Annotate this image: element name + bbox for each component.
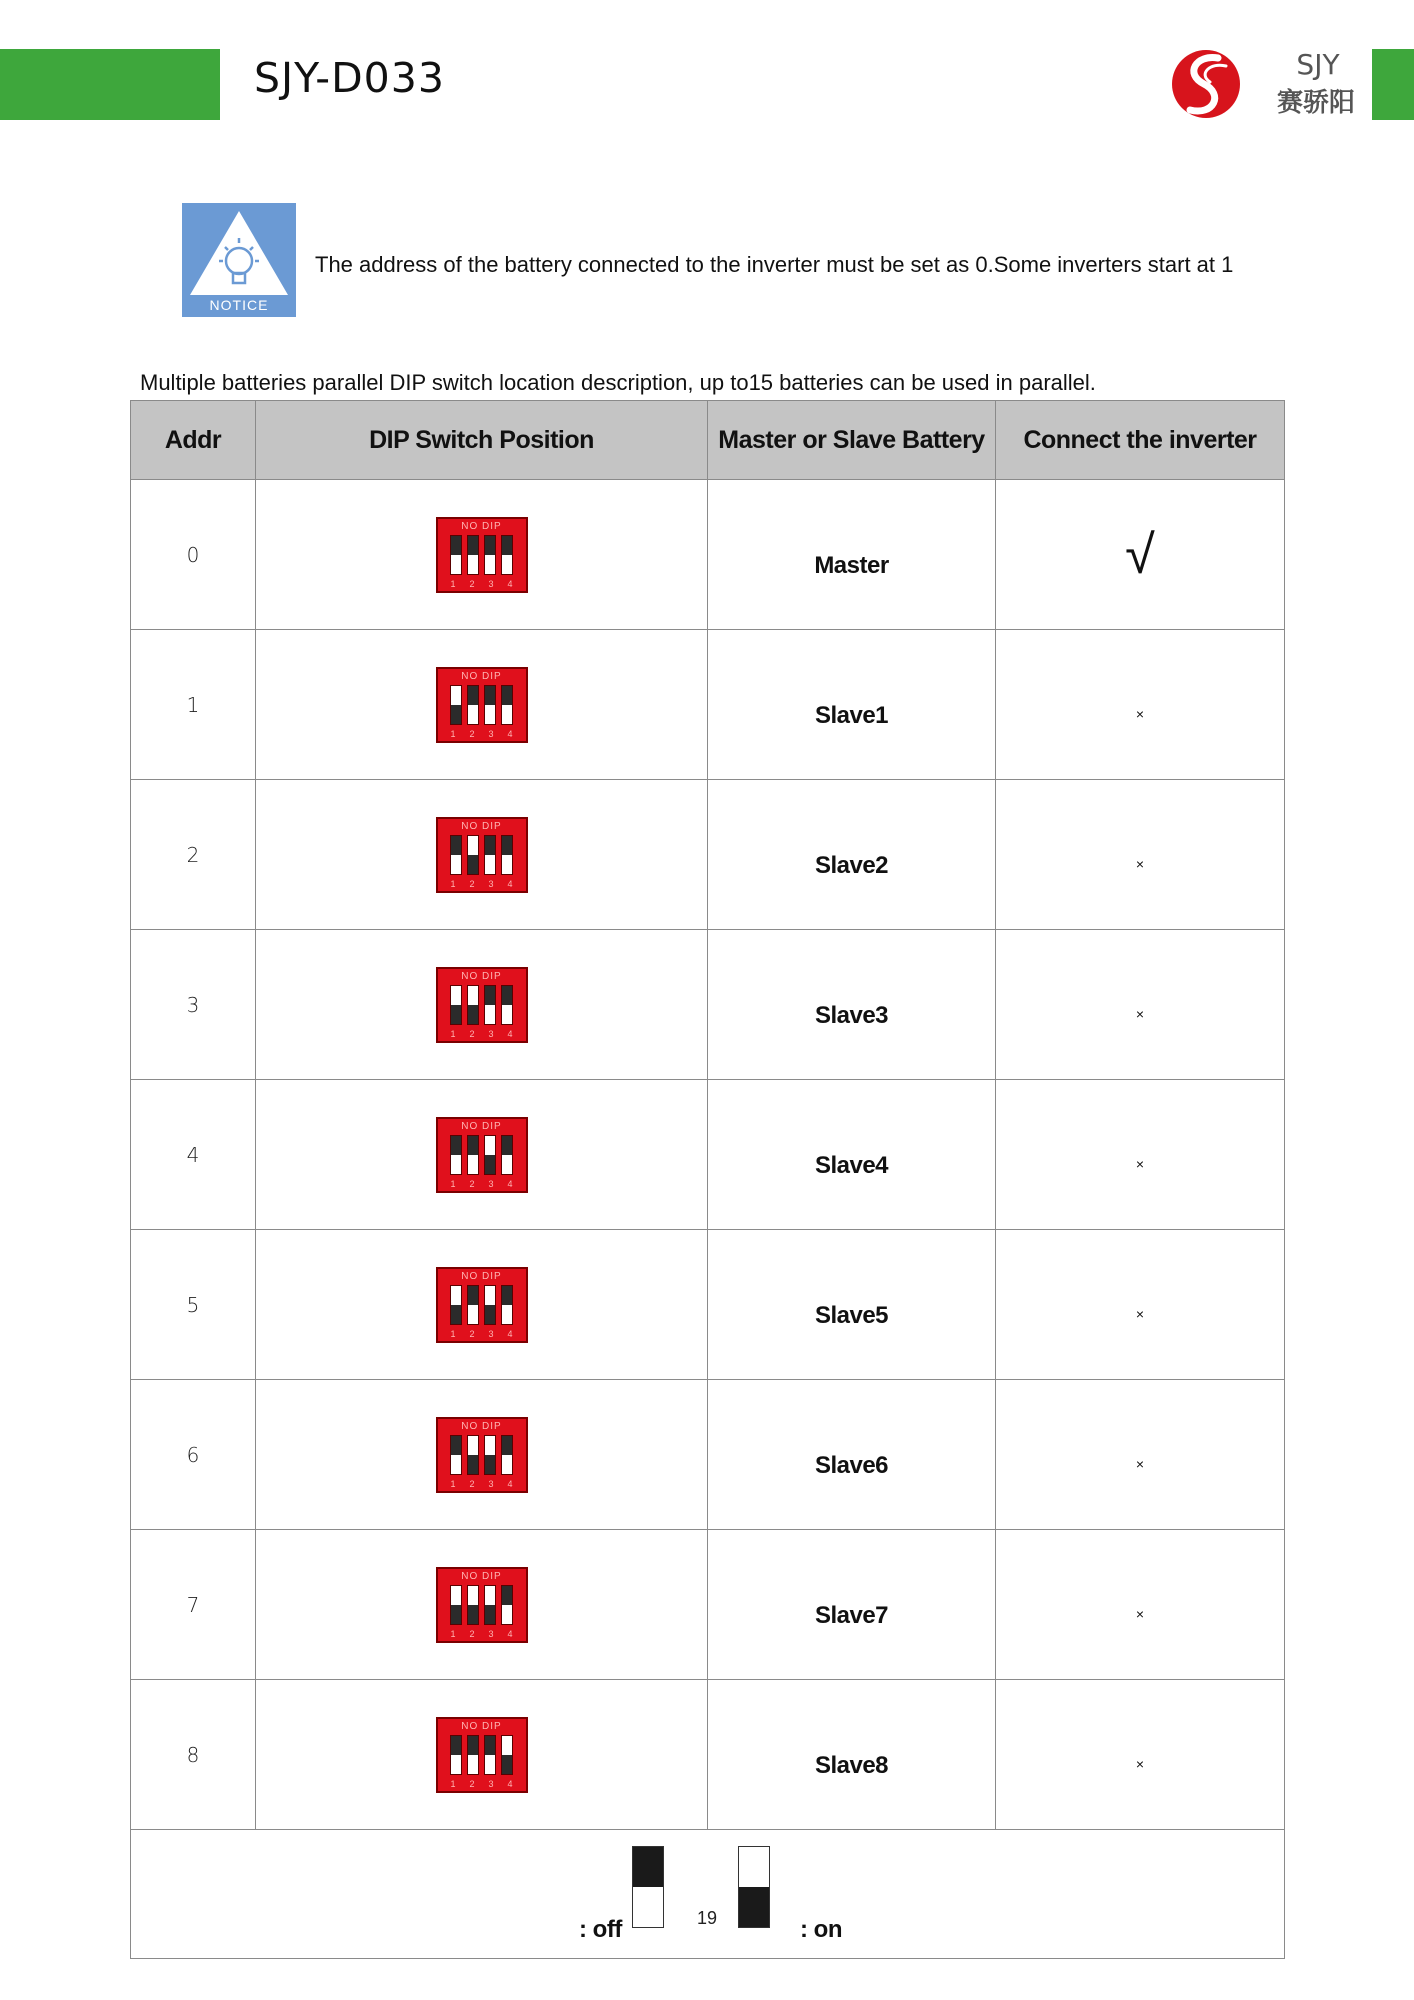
dip-switch-table — [130, 400, 1285, 1959]
dip-switch-4-off — [501, 835, 513, 875]
dip-switch-3-on — [484, 1585, 496, 1625]
table-row — [131, 1530, 1285, 1680]
document-title: SJY-D033 — [254, 54, 445, 102]
dip-switch-3-off — [484, 535, 496, 575]
role-cell: Slave1 — [708, 630, 996, 780]
addr-cell: 2 — [131, 780, 256, 930]
dip-switch-top-label: NO DIP — [461, 1570, 502, 1582]
dip-switch-cell — [256, 930, 708, 1080]
addr-cell: 6 — [131, 1380, 256, 1530]
dip-switch-top-label: NO DIP — [461, 520, 502, 532]
dip-switch-2-off — [467, 1285, 479, 1325]
dip-switch-cell — [256, 630, 708, 780]
dip-switch-1-on — [450, 1285, 462, 1325]
legend-cell — [131, 1830, 1285, 1959]
dip-position-label: 4 — [507, 1478, 513, 1489]
dip-switch-icon — [436, 1267, 528, 1343]
dip-switch-4-off — [501, 985, 513, 1025]
dip-position-label: 1 — [450, 1778, 456, 1789]
dip-position-label: 2 — [469, 1178, 475, 1189]
role-cell: Slave4 — [708, 1080, 996, 1230]
dip-position-label: 4 — [507, 1028, 513, 1039]
dip-switch-1-off — [450, 835, 462, 875]
dip-position-label: 2 — [469, 578, 475, 589]
connect-inverter-cell: √ — [996, 480, 1285, 630]
dip-position-label: 3 — [488, 878, 494, 889]
dip-position-label: 3 — [488, 1478, 494, 1489]
dip-position-label: 4 — [507, 1328, 513, 1339]
notice-label: NOTICE — [209, 297, 269, 313]
logo-text-cn: 赛骄阳 — [1276, 88, 1355, 118]
dip-position-label: 3 — [488, 1328, 494, 1339]
connect-inverter-cell: × — [996, 1080, 1285, 1230]
dip-position-label: 1 — [450, 728, 456, 739]
dip-switch-3-on — [484, 1285, 496, 1325]
dip-switch-1-off — [450, 535, 462, 575]
addr-cell: 0 — [131, 480, 256, 630]
dip-switch-4-on — [501, 1735, 513, 1775]
role-cell: Slave2 — [708, 780, 996, 930]
dip-switch-top-label: NO DIP — [461, 1420, 502, 1432]
dip-switch-4-off — [501, 685, 513, 725]
addr-cell: 3 — [131, 930, 256, 1080]
dip-position-label: 1 — [450, 1178, 456, 1189]
dip-position-label: 2 — [469, 1028, 475, 1039]
intro-text: Multiple batteries parallel DIP switch location description, up to15 batteries can be used in parallel. — [140, 370, 1096, 395]
dip-position-label: 2 — [469, 878, 475, 889]
dip-position-label: 3 — [488, 1028, 494, 1039]
legend-row — [131, 1830, 1285, 1959]
table-row — [131, 1680, 1285, 1830]
header-master-or-slave: Master or Slave Battery — [708, 401, 996, 480]
dip-switch-cell — [256, 1530, 708, 1680]
dip-position-label: 1 — [450, 1478, 456, 1489]
dip-switch-cell — [256, 1230, 708, 1380]
dip-switch-top-label: NO DIP — [461, 1270, 502, 1282]
notice-badge — [182, 203, 296, 317]
dip-position-label: 1 — [450, 1328, 456, 1339]
dip-switch-cell — [256, 1380, 708, 1530]
header-accent-bar-left — [0, 49, 220, 120]
dip-switch-icon — [436, 667, 528, 743]
notice-text: The address of the battery connected to the inverter must be set as 0.Some inverters start at 1 — [315, 252, 1234, 277]
dip-position-label: 3 — [488, 1778, 494, 1789]
dip-position-label: 2 — [469, 1778, 475, 1789]
dip-position-label: 1 — [450, 1028, 456, 1039]
dip-position-label: 3 — [488, 1178, 494, 1189]
sjy-logo-icon — [1166, 44, 1246, 124]
dip-switch-2-on — [467, 835, 479, 875]
dip-position-label: 2 — [469, 1478, 475, 1489]
dip-position-label: 2 — [469, 1328, 475, 1339]
dip-switch-top-label: NO DIP — [461, 1120, 502, 1132]
connect-inverter-cell: × — [996, 930, 1285, 1080]
dip-switch-1-on — [450, 685, 462, 725]
connect-inverter-cell: × — [996, 630, 1285, 780]
table-row — [131, 780, 1285, 930]
dip-switch-cell — [256, 1080, 708, 1230]
dip-switch-top-label: NO DIP — [461, 1720, 502, 1732]
dip-switch-cell — [256, 780, 708, 930]
dip-switch-3-off — [484, 835, 496, 875]
role-cell: Slave5 — [708, 1230, 996, 1380]
dip-switch-2-off — [467, 1135, 479, 1175]
dip-position-label: 2 — [469, 728, 475, 739]
table-row — [131, 930, 1285, 1080]
dip-switch-4-off — [501, 1585, 513, 1625]
dip-position-label: 1 — [450, 578, 456, 589]
dip-switch-1-off — [450, 1435, 462, 1475]
dip-switch-icon — [436, 1567, 528, 1643]
dip-switch-icon — [436, 967, 528, 1043]
role-cell: Slave3 — [708, 930, 996, 1080]
table-row — [131, 480, 1285, 630]
dip-switch-icon — [436, 1717, 528, 1793]
legend-off-label: : off — [579, 1916, 622, 1943]
dip-switch-2-on — [467, 1435, 479, 1475]
connect-inverter-cell: × — [996, 1230, 1285, 1380]
dip-switch-2-on — [467, 1585, 479, 1625]
role-cell: Slave6 — [708, 1380, 996, 1530]
connect-inverter-cell: × — [996, 1530, 1285, 1680]
company-logo — [1166, 44, 1366, 124]
dip-position-label: 4 — [507, 728, 513, 739]
dip-switch-top-label: NO DIP — [461, 970, 502, 982]
page-number: 19 — [696, 1908, 718, 1928]
dip-switch-cell — [256, 1680, 708, 1830]
dip-switch-4-off — [501, 1135, 513, 1175]
dip-switch-3-off — [484, 985, 496, 1025]
dip-position-label: 4 — [507, 878, 513, 889]
table-row — [131, 1380, 1285, 1530]
role-cell: Master — [708, 480, 996, 630]
logo-text-en: SJY — [1296, 48, 1340, 81]
dip-position-label: 1 — [450, 878, 456, 889]
dip-switch-icon — [436, 817, 528, 893]
dip-switch-3-on — [484, 1435, 496, 1475]
dip-switch-top-label: NO DIP — [461, 670, 502, 682]
dip-switch-4-off — [501, 1435, 513, 1475]
dip-switch-2-off — [467, 535, 479, 575]
dip-switch-1-off — [450, 1135, 462, 1175]
addr-cell: 5 — [131, 1230, 256, 1380]
dip-switch-4-off — [501, 535, 513, 575]
dip-position-label: 4 — [507, 1778, 513, 1789]
dip-switch-1-on — [450, 1585, 462, 1625]
header-dip-switch-position: DIP Switch Position — [256, 401, 708, 480]
legend-on-label: : on — [800, 1916, 842, 1943]
dip-switch-1-off — [450, 1735, 462, 1775]
dip-switch-3-off — [484, 685, 496, 725]
connect-inverter-cell: × — [996, 1380, 1285, 1530]
header-connect-inverter: Connect the inverter — [996, 401, 1285, 480]
table-row — [131, 630, 1285, 780]
dip-position-label: 3 — [488, 578, 494, 589]
dip-position-label: 4 — [507, 578, 513, 589]
role-cell: Slave8 — [708, 1680, 996, 1830]
dip-switch-top-label: NO DIP — [461, 820, 502, 832]
table-row — [131, 1080, 1285, 1230]
dip-switch-icon — [436, 1417, 528, 1493]
dip-switch-icon — [436, 1117, 528, 1193]
dip-position-label: 3 — [488, 1628, 494, 1639]
dip-switch-1-on — [450, 985, 462, 1025]
addr-cell: 1 — [131, 630, 256, 780]
connect-inverter-cell: × — [996, 780, 1285, 930]
dip-switch-cell — [256, 480, 708, 630]
dip-switch-3-off — [484, 1735, 496, 1775]
dip-switch-2-off — [467, 685, 479, 725]
dip-switch-3-on — [484, 1135, 496, 1175]
dip-switch-icon — [436, 517, 528, 593]
dip-position-label: 2 — [469, 1628, 475, 1639]
connect-inverter-cell: × — [996, 1680, 1285, 1830]
header-accent-bar-right — [1372, 49, 1414, 120]
role-cell: Slave7 — [708, 1530, 996, 1680]
dip-switch-4-off — [501, 1285, 513, 1325]
addr-cell: 8 — [131, 1680, 256, 1830]
table-row — [131, 1230, 1285, 1380]
dip-switch-2-on — [467, 985, 479, 1025]
table-header-row — [131, 401, 1285, 480]
dip-position-label: 3 — [488, 728, 494, 739]
dip-position-label: 4 — [507, 1178, 513, 1189]
dip-switch-2-off — [467, 1735, 479, 1775]
dip-position-label: 1 — [450, 1628, 456, 1639]
addr-cell: 7 — [131, 1530, 256, 1680]
dip-position-label: 4 — [507, 1628, 513, 1639]
header-addr: Addr — [131, 401, 256, 480]
addr-cell: 4 — [131, 1080, 256, 1230]
